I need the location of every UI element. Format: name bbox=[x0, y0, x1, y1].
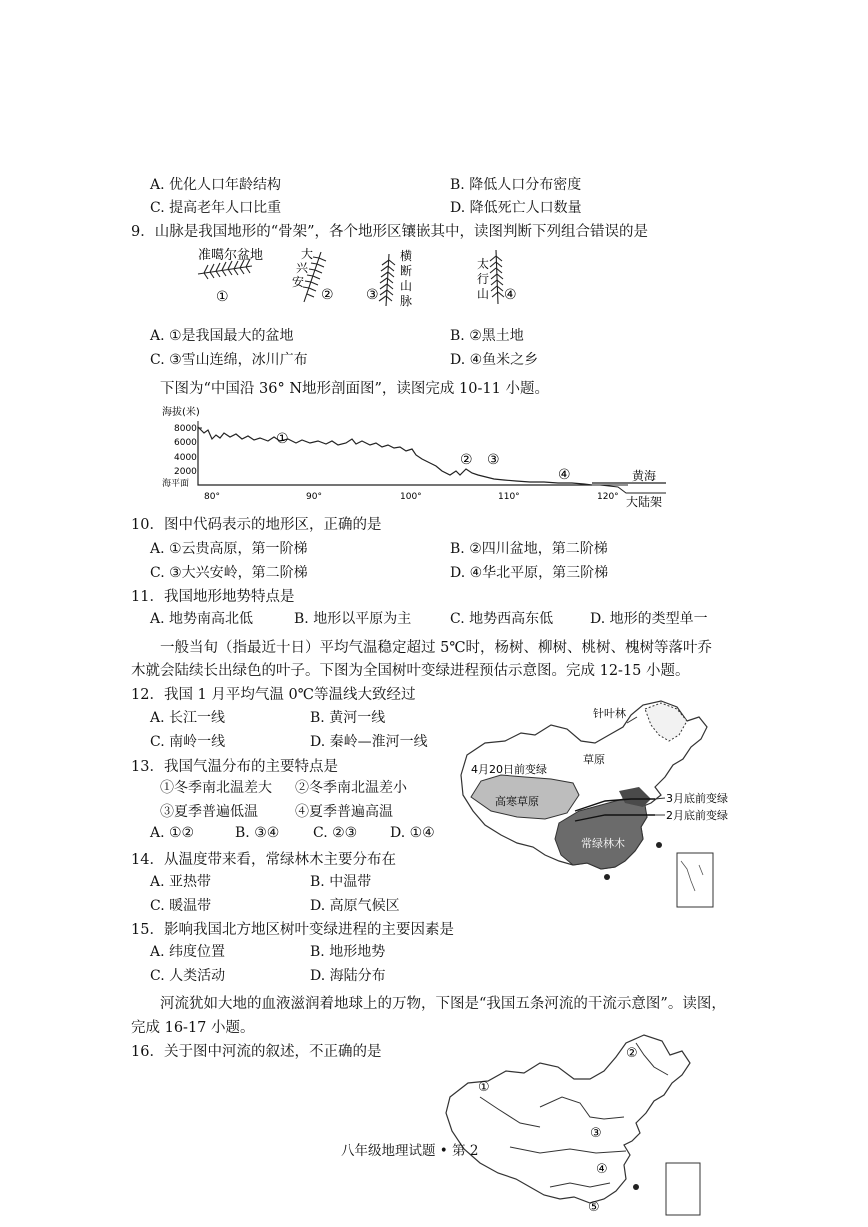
profile-xtick-80: 80° bbox=[204, 492, 220, 502]
q14-option-a: A. 亚热带 bbox=[150, 874, 212, 890]
rivers-map-label-2: ② bbox=[626, 1046, 638, 1061]
q13-stem: 13．我国气温分布的主要特点是 bbox=[131, 759, 338, 775]
para-12-15-line1: 一般当旬（指最近十日）平均气温稳定超过 5℃时，杨树、柳树、桃树、槐树等落叶乔 bbox=[160, 640, 713, 656]
q13-item-2: ②冬季南北温差小 bbox=[295, 780, 407, 796]
profile-label-sea: 黄海 bbox=[632, 469, 657, 483]
q12-option-c: C. 南岭一线 bbox=[150, 734, 226, 750]
q15-option-b: B. 地形地势 bbox=[310, 944, 386, 960]
q9-fig-tx-3: 山 bbox=[477, 287, 490, 301]
q11-option-b: B. 地形以平原为主 bbox=[294, 611, 412, 627]
para-16-17-line2: 完成 16-17 小题。 bbox=[131, 1020, 255, 1036]
q16-stem: 16．关于图中河流的叙述，不正确的是 bbox=[131, 1044, 382, 1060]
profile-ytick-2000: 2000 bbox=[174, 467, 197, 477]
q9-fig-num-4: ④ bbox=[504, 287, 517, 303]
greening-map-label-feb: 2月底前变绿 bbox=[666, 809, 728, 822]
rivers-map bbox=[440, 1027, 718, 1227]
q12-option-d: D. 秦岭—淮河一线 bbox=[310, 734, 428, 750]
profile-terrain bbox=[198, 427, 592, 485]
q11-stem: 11．我国地形地势特点是 bbox=[131, 589, 295, 605]
q9-option-b: B. ②黑土地 bbox=[450, 328, 524, 344]
q12-stem: 12．我国 1 月平均气温 0℃等温线大致经过 bbox=[131, 687, 416, 703]
q13-option-d: D. ①④ bbox=[390, 825, 435, 841]
q9-fig-basin-label: 准噶尔盆地 bbox=[198, 248, 264, 263]
q14-option-c: C. 暖温带 bbox=[150, 898, 212, 914]
q9-fig-hd-3: 山 bbox=[400, 279, 413, 293]
q11-option-c: C. 地势西高东低 bbox=[450, 611, 554, 627]
q9-option-c: C. ③雪山连绵，冰川广布 bbox=[150, 352, 308, 368]
q14-stem: 14．从温度带来看，常绿林木主要分布在 bbox=[131, 852, 396, 868]
greening-map-label-grass: 草原 bbox=[583, 753, 605, 766]
q9-option-d: D. ④鱼米之乡 bbox=[450, 352, 539, 368]
q10-option-b: B. ②四川盆地，第二阶梯 bbox=[450, 541, 608, 557]
rivers-map-outline bbox=[446, 1035, 690, 1203]
q8-option-a: A. 优化人口年龄结构 bbox=[150, 177, 282, 193]
q9-fig-dxa-2: 兴 bbox=[296, 261, 309, 275]
q10-option-d: D. ④华北平原，第三阶梯 bbox=[450, 565, 609, 581]
profile-xtick-110: 110° bbox=[498, 492, 520, 502]
q14-option-d: D. 高原气候区 bbox=[310, 898, 400, 914]
rivers-map-label-3: ③ bbox=[590, 1126, 602, 1141]
greening-map bbox=[455, 695, 745, 917]
q13-option-a: A. ①② bbox=[150, 825, 195, 841]
q11-option-a: A. 地势南高北低 bbox=[150, 611, 254, 627]
profile-label-4: ④ bbox=[558, 467, 571, 483]
q8-option-d: D. 降低死亡人口数量 bbox=[450, 200, 582, 216]
profile-label-shelf: 大陆架 bbox=[626, 495, 663, 509]
profile-label-2: ② bbox=[460, 452, 473, 468]
profile-ytick-8000: 8000 bbox=[174, 424, 197, 434]
q15-option-a: A. 纬度位置 bbox=[150, 944, 226, 960]
para-16-17-line1: 河流犹如大地的血液滋润着地球上的万物，下图是“我国五条河流的干流示意图”。读图， bbox=[160, 996, 726, 1012]
page-footer: 八年级地理试题 • 第 2 bbox=[341, 1143, 479, 1159]
q13-option-b: B. ③④ bbox=[235, 825, 280, 841]
q8-option-b: B. 降低人口分布密度 bbox=[450, 177, 582, 193]
greening-map-label-alpine: 高寒草原 bbox=[495, 795, 539, 808]
q9-fig-tx-1: 太 bbox=[477, 257, 490, 271]
greening-map-label-apr20: 4月20日前变绿 bbox=[471, 763, 547, 776]
q15-option-c: C. 人类活动 bbox=[150, 968, 226, 984]
q9-fig-hd-4: 脉 bbox=[400, 294, 413, 308]
profile-label-1: ① bbox=[276, 431, 289, 447]
profile-ytick-4000: 4000 bbox=[174, 453, 197, 463]
q9-fig-dxa-1: 大 bbox=[301, 247, 314, 261]
profile-ylabel: 海拔(米) bbox=[162, 407, 200, 418]
q9-stem: 9．山脉是我国地形的“骨架”，各个地形区镶嵌其中，读图判断下列组合错误的是 bbox=[131, 224, 649, 240]
profile-xtick-100: 100° bbox=[400, 492, 422, 502]
rivers-map-label-4: ④ bbox=[596, 1162, 608, 1177]
q15-option-d: D. 海陆分布 bbox=[310, 968, 386, 984]
greening-map-label-conifer: 针叶林 bbox=[593, 707, 626, 720]
q13-item-3: ③夏季普遍低温 bbox=[160, 804, 258, 820]
rivers-map-label-5: ⑤ bbox=[588, 1200, 600, 1215]
profile-figure bbox=[160, 403, 670, 509]
q15-stem: 15．影响我国北方地区树叶变绿进程的主要因素是 bbox=[131, 922, 454, 938]
q9-fig-tx-2: 行 bbox=[477, 272, 490, 286]
profile-xtick-90: 90° bbox=[306, 492, 322, 502]
rivers-map-inset bbox=[666, 1163, 700, 1215]
greening-map-inset bbox=[677, 853, 713, 907]
q9-fig-ridge-4 bbox=[490, 250, 504, 304]
q10-option-a: A. ①云贵高原，第一阶梯 bbox=[150, 541, 308, 557]
q10-stem: 10．图中代码表示的地形区，正确的是 bbox=[131, 517, 382, 533]
greening-map-label-evergreen: 常绿林木 bbox=[581, 837, 625, 850]
q9-fig-ridge-3 bbox=[379, 254, 395, 306]
profile-xtick-120: 120° bbox=[597, 492, 619, 502]
q14-option-b: B. 中温带 bbox=[310, 874, 372, 890]
rivers-map-label-1: ① bbox=[478, 1080, 490, 1095]
q12-option-a: A. 长江一线 bbox=[150, 710, 226, 726]
q13-item-1: ①冬季南北温差大 bbox=[160, 780, 272, 796]
q9-mountain-figure bbox=[196, 244, 526, 312]
q9-fig-num-1: ① bbox=[216, 289, 229, 305]
q13-option-c: C. ②③ bbox=[313, 825, 358, 841]
q13-item-4: ④夏季普遍高温 bbox=[295, 804, 393, 820]
q9-fig-num-3: ③ bbox=[366, 287, 379, 303]
greening-map-label-mar: 3月底前变绿 bbox=[666, 792, 728, 805]
q9-fig-hd-2: 断 bbox=[400, 264, 413, 278]
profile-label-3: ③ bbox=[487, 452, 500, 468]
q12-option-b: B. 黄河一线 bbox=[310, 710, 386, 726]
q11-option-d: D. 地形的类型单一 bbox=[590, 611, 708, 627]
q8-option-c: C. 提高老年人口比重 bbox=[150, 200, 282, 216]
para-12-15-line2: 木就会陆续长出绿色的叶子。下图为全国树叶变绿进程预估示意图。完成 12-15 小题。 bbox=[131, 663, 690, 679]
q9-option-a: A. ①是我国最大的盆地 bbox=[150, 328, 294, 344]
q9-fig-num-2: ② bbox=[321, 287, 334, 303]
profile-ytick-6000: 6000 bbox=[174, 438, 197, 448]
intro-10-11: 下图为“中国沿 36° N地形剖面图”，读图完成 10-11 小题。 bbox=[160, 381, 549, 397]
q9-fig-dxa-3: 安 bbox=[292, 275, 305, 289]
profile-ytick-sea: 海平面 bbox=[162, 479, 190, 489]
q10-option-c: C. ③大兴安岭，第二阶梯 bbox=[150, 565, 308, 581]
q9-fig-hd-1: 横 bbox=[400, 249, 413, 263]
